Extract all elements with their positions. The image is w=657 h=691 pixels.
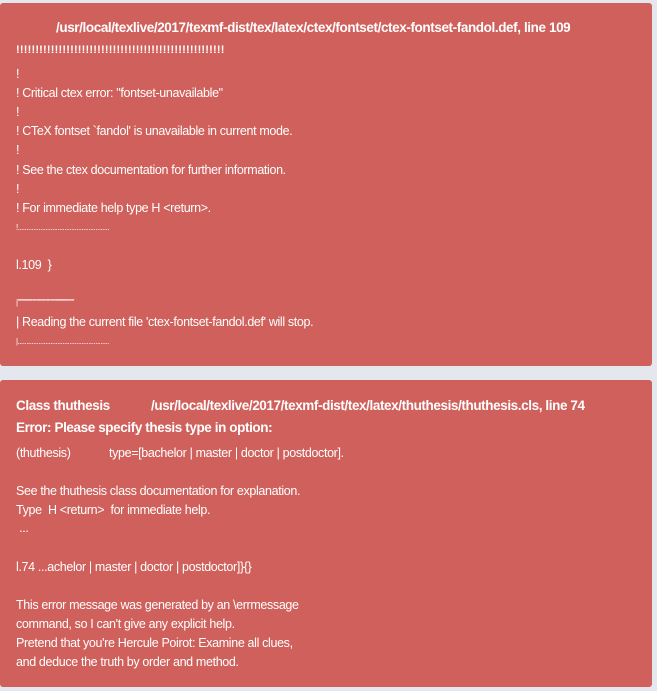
error-message: Error: Please specify thesis type in option: <box>16 420 273 435</box>
error-line: ... <box>16 521 29 535</box>
error-file-header: /usr/local/texlive/2017/texmf-dist/tex/latex/ctex/fontset/ctex-fontset-fandol.def, line 109 <box>56 20 571 35</box>
error-line-number: l.74 ...achelor | master | doctor | postdoctor]}{} <box>16 560 252 574</box>
error-line: ! See the ctex documentation for further information. <box>16 163 286 177</box>
error-line: ! <box>16 105 20 119</box>
error-line: ! <box>16 182 20 196</box>
error-line: | Reading the current file 'ctex-fontset-fandol.def' will stop. <box>16 315 314 329</box>
error-line: This error message was generated by an \errmessage <box>16 598 299 612</box>
error-line: |''''''''''''''''''''''''''''''''''''''''''''''''''''''' <box>16 298 75 307</box>
error-line: Pretend that you're Hercule Poirot: Examine all clues, <box>16 636 293 650</box>
error-line: ! Critical ctex error: "fontset-unavailable" <box>16 86 223 100</box>
error-class-label: Class thuthesis <box>16 398 110 413</box>
error-line: and deduce the truth by order and method. <box>16 655 239 669</box>
error-type-options: type=[bachelor | master | doctor | postdoctor]. <box>109 446 344 460</box>
error-panel-ctex <box>0 3 652 366</box>
error-line: !!!!!!!!!!!!!!!!!!!!!!!!!!!!!!!!!!!!!!!!!!!!!!!!!!!!!! <box>16 44 225 56</box>
error-line: Type H <return> for immediate help. <box>16 503 211 517</box>
error-tag: (thuthesis) <box>16 446 71 460</box>
error-panel-thuthesis <box>0 380 652 687</box>
error-line: !..................................................... <box>16 223 110 232</box>
error-line-number: l.109 } <box>16 258 52 272</box>
error-line: ! <box>16 67 20 81</box>
error-line: ! CTeX fontset `fandol' is unavailable in current mode. <box>16 124 293 138</box>
error-file-header: /usr/local/texlive/2017/texmf-dist/tex/latex/thuthesis/thuthesis.cls, line 74 <box>151 398 585 413</box>
error-line: command, so I can't give any explicit help. <box>16 617 235 631</box>
error-line: See the thuthesis class documentation for explanation. <box>16 484 301 498</box>
error-line: ! <box>16 143 20 157</box>
error-line: |..................................................... <box>16 337 109 346</box>
error-line: ! For immediate help type H <return>. <box>16 201 211 215</box>
